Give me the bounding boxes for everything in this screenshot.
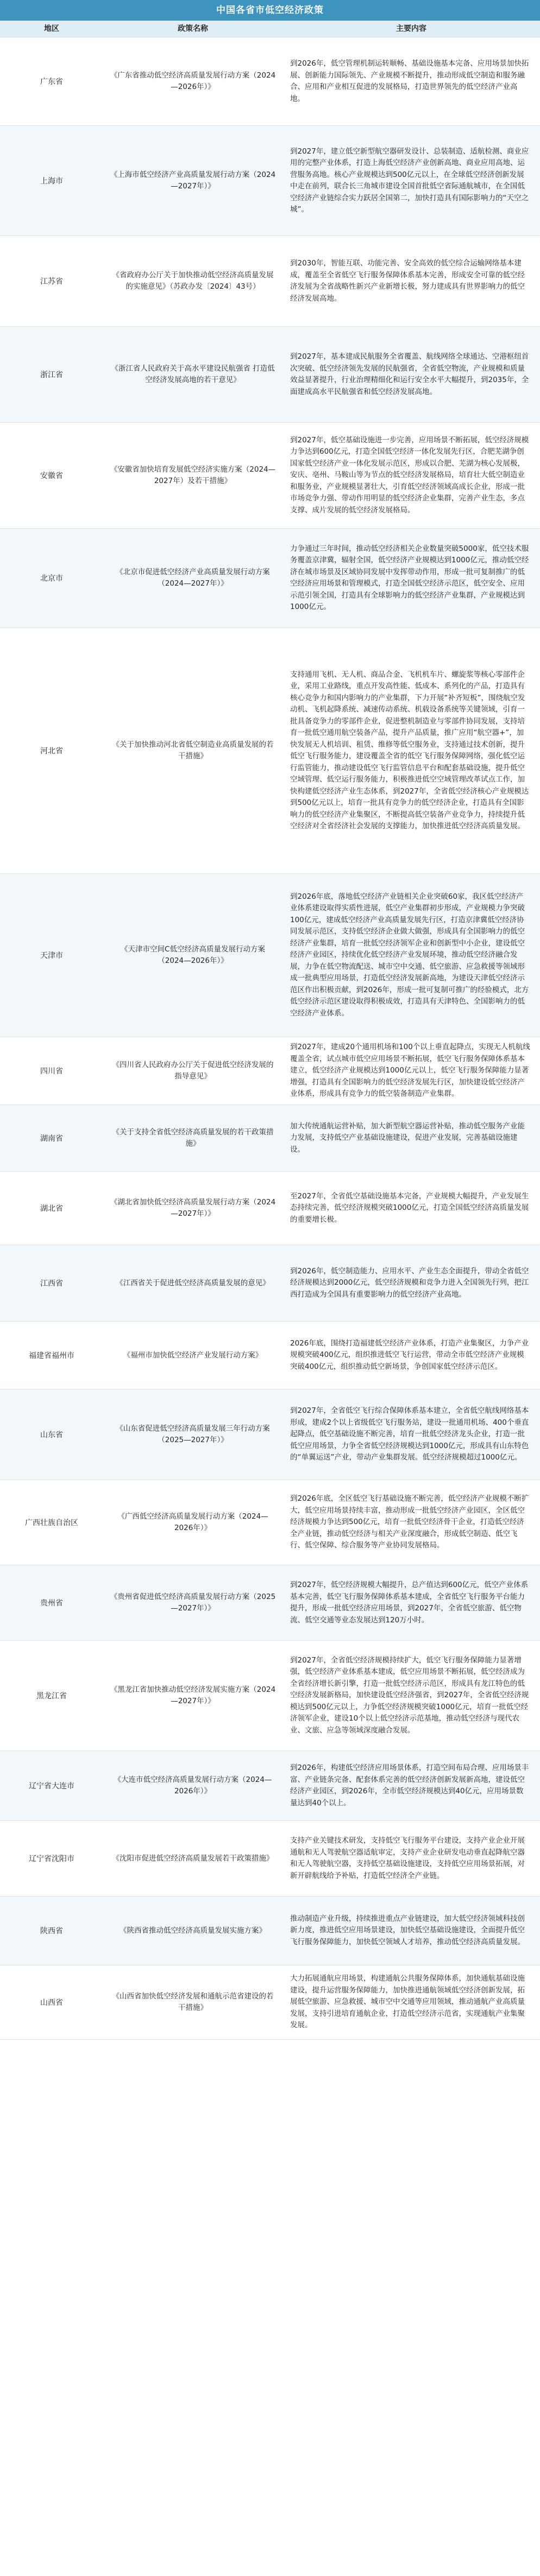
policy-cell — [103, 1751, 282, 1820]
region-cell-text: 广东省 — [40, 78, 63, 86]
table-row — [0, 423, 540, 529]
content-cell — [282, 1322, 540, 1389]
content-cell-text: 大力拓展通航应用场景，构建通航公共服务保障体系，加快通航基础设施建设，提升运营服务保障能力，加快推进通航领域低空经济创新发展，拓展低空旅游、应急救援、城市空中交通等应用领域，推动通航产业高质量发展，支持引进培育通航企业，打造低空经济示范省，实现通航产业集聚发展。 — [290, 1974, 525, 2030]
policy-cell — [103, 1565, 282, 1640]
policy-cell-text: 《关于支持全省低空经济高质量发展的若干政策措施》 — [112, 1128, 274, 1148]
content-cell — [282, 1641, 540, 1750]
region-cell — [0, 1565, 103, 1640]
region-cell-text: 北京市 — [40, 574, 63, 583]
content-cell — [282, 1565, 540, 1640]
policy-cell-text: 《山东省促进低空经济高质量发展三年行动方案（2025—2027年）》 — [116, 1424, 270, 1444]
content-cell — [282, 327, 540, 422]
content-cell — [282, 1172, 540, 1245]
policy-cell — [103, 1172, 282, 1245]
policy-cell — [103, 1245, 282, 1321]
policy-cell-text: 《广东省推动低空经济高质量发展行动方案（2024—2026年）》 — [110, 71, 276, 91]
table-row — [0, 1322, 540, 1389]
region-cell-text: 江苏省 — [40, 277, 63, 286]
content-cell — [282, 423, 540, 528]
region-cell — [0, 1821, 103, 1896]
region-cell — [0, 874, 103, 1037]
region-cell — [0, 529, 103, 627]
table-row — [0, 1896, 540, 1965]
policy-cell — [103, 1322, 282, 1389]
policy-cell-text: 《湖北省加快低空经济高质量发展行动方案（2024—2027年）》 — [110, 1198, 276, 1218]
content-cell-text: 到2027年，建立低空新型航空器研发设计、总装制造、适航检测、商业应用的完整产业体系，打造上海低空经济产业创新高地、商业应用高地、运营服务高地。核心产业规模达到500亿元以上，在全球低空经济创新发展中走在前列，联合长三角城市建设全国首批低空省际通航城市，在全国低空经济产业链综合实力跃居全国第二，加快打造具有国际影响力的“天空之城”。 — [290, 147, 529, 214]
policy-cell-text: 《省政府办公厅关于加快推动低空经济高质量发展的实施意见》（苏政办发〔2024〕43号） — [112, 271, 274, 291]
policy-cell — [103, 1965, 282, 2039]
table-row — [0, 1480, 540, 1565]
region-cell-text: 辽宁省沈阳市 — [29, 1855, 74, 1863]
region-cell-text: 山西省 — [40, 1998, 63, 2007]
policy-cell-text: 《四川省人民政府办公厅关于促进低空经济发展的指导意见》 — [112, 1061, 274, 1081]
table-row — [0, 628, 540, 874]
region-cell — [0, 1480, 103, 1565]
region-cell-text: 江西省 — [40, 1279, 63, 1288]
table-row — [0, 1821, 540, 1896]
region-cell-text: 陕西省 — [40, 1927, 63, 1936]
region-cell-text: 四川省 — [40, 1067, 63, 1076]
policy-cell — [103, 126, 282, 236]
header-region: 地区 — [44, 24, 59, 33]
region-cell — [0, 1965, 103, 2039]
region-cell-text: 天津市 — [40, 951, 63, 960]
content-cell-text: 支持产业关键技术研发，支持低空飞行服务平台建设，支持产业企业开展通航和无人驾驶航空器适航审定，支持产业企业研发电动垂直起降航空器和无人驾驶航空器，支持低空基础设施建设，支持低空应用场景拓展，对新开辟航线给予补贴，打造低空经济全产业链。 — [290, 1836, 525, 1880]
policy-cell — [103, 236, 282, 326]
table-row — [0, 1172, 540, 1245]
table-title: 中国各省市低空经济政策 — [0, 0, 540, 21]
policy-cell — [103, 37, 282, 125]
policy-cell — [103, 423, 282, 528]
content-cell — [282, 1245, 540, 1321]
policy-cell-text: 《沈阳市促进低空经济高质量发展若干政策措施》 — [112, 1854, 274, 1863]
table-row — [0, 236, 540, 327]
content-cell-text: 支持通用飞机、无人机、商品合金、飞机机车片、螺旋浆等核心零部件企业，采用工业路线，重点开发高性能、低成本、系列化的产品，打造具有核心竞争力和国内影响力的产业集群，下力开展“补齐短板”，围绕航空发动机、飞机起降系统、减速传动系统、机载设备系统等关键领域，引育一批具备竞争力的零部件企业，促进整机制造业与零部件协同发展，支持培育一批低空通用航空装备产品，提升产品质量，推广应用“航空器+”，加快发展无人机培训、租赁、维修等低空服务业，支持通过技术创新，提升低空飞行服务能力，建设覆盖全省的低空飞行服务保障网络，强化低空运行监管能力，推动建设低空飞行监管信息平台和配套基础设施，提升低空空域管理、低空运行服务能力，积极推进低空空域管理改革试点工作，加快构建低空经济产业生态体系，到2027年，全省低空经济核心产业规模达到500亿元以上，培育一批具有竞争力的低空经济企业，打造具有全国影响力的低空经济产业集聚区，不断提高低空装备产业竞争力，持续提升低空经济对全省经济社会发展的支撑能力，加快推进低空经济高质量发展。 — [290, 670, 529, 830]
policy-cell — [103, 1480, 282, 1565]
table-row — [0, 1037, 540, 1105]
content-cell — [282, 236, 540, 326]
policy-cell — [103, 1037, 282, 1105]
region-cell — [0, 1389, 103, 1480]
table-body — [0, 37, 540, 2040]
content-cell-text: 到2026年，低空制造能力、应用水平、产业生态全面提升，带动全省低空经济规模达到2000亿元，低空经济规模和竞争力进入全国领先行列，把江西打造成为全国具有重要影响力的低空经济产业高地。 — [290, 1266, 529, 1299]
content-cell-text: 到2026年底，落地低空经济产业链相关企业突破60家，我区低空经济产业体系建设取得实质性进展，低空产业集群初步形成，产业规模力争突破100亿元，建成低空经济产业高质量发展先行区，打造京津冀低空经济协同发展示范区，支持低空经济企业做大做强，形成具有全国影响力的低空经济产业集群，培育一批低空经济领军企业和创新型中小企业，建设低空经济产业园区，持续优化低空经济产业发展环境，推动低空经济融合发展，力争在低空物流配送、城市空中交通、低空旅游、应急救援等领域形成一批典型应用场景，打造低空经济发展新高地，为建设天津低空经济示范区作出积极贡献，到2026年，形成一批可复制可推广的经验模式，北方低空经济示范区建设取得积极成效，打造具有天津特色、全国影响力的低空经济产业体系。 — [290, 892, 529, 1018]
table-header — [0, 21, 540, 37]
region-cell-text: 山东省 — [40, 1431, 63, 1439]
table-row — [0, 1641, 540, 1751]
table-row — [0, 529, 540, 628]
content-cell — [282, 1896, 540, 1965]
policy-cell-text: 《贵州省促进低空经济高质量发展行动方案（2025—2027年）》 — [110, 1592, 276, 1613]
region-cell — [0, 126, 103, 236]
region-cell-text: 河北省 — [40, 747, 63, 756]
content-cell-text: 到2027年，全省低空飞行综合保障体系基本建立，全省低空航线网络基本形成，建成2个以上省级低空飞行服务站，建设一批通用机场、400个垂直起降点，低空基础设施不断完善，培育一批低空经济龙头企业，打造一批低空应用场景，力争全省低空经济规模达到1000亿元，形成具有山东特色的“单翼运送”产业，带动产业集群发展。低空经济规模超过1000亿元。 — [290, 1406, 529, 1462]
content-cell — [282, 874, 540, 1037]
policy-cell-text: 《山西省加快低空经济发展和通航示范省建设的若干措施》 — [112, 1992, 274, 2012]
policy-cell — [103, 529, 282, 627]
region-cell — [0, 1751, 103, 1820]
content-cell-text: 推动制造产业升级，持续推进重点产业链建设，加大低空经济领域科技创新力度，推进低空应用场景建设，加快低空基础设施建设，全面提升低空飞行服务保障能力，加快低空领域人才培养，推动低空经济高质量发展。 — [290, 1914, 525, 1946]
content-cell-text: 至2027年，全省低空基础设施基本完备，产业规模大幅提升，产业发展生态持续完善，低空经济规模突破1000亿元，打造全国低空经济高质量发展的重要增长极。 — [290, 1191, 529, 1224]
header-content: 主要内容 — [396, 24, 426, 33]
region-cell — [0, 423, 103, 528]
content-cell — [282, 37, 540, 125]
policy-cell-text: 《黑龙江省加快推动低空经济发展实施方案（2024—2027年）》 — [110, 1685, 276, 1705]
content-cell — [282, 628, 540, 873]
region-cell — [0, 236, 103, 326]
policy-cell — [103, 1896, 282, 1965]
policy-cell-text: 《天津市空间C低空经济高质量发展行动方案（2024—2026年）》 — [121, 945, 265, 965]
region-cell — [0, 1322, 103, 1389]
content-cell — [282, 1821, 540, 1896]
region-cell — [0, 1896, 103, 1965]
policy-cell — [103, 628, 282, 873]
table-row — [0, 126, 540, 236]
policy-cell-text: 《福州市加快低空经济产业发展行动方案》 — [123, 1350, 263, 1360]
policy-cell-text: 《陕西省推动低空经济高质量发展实施方案》 — [120, 1926, 266, 1935]
policy-cell-text: 《关于加快推动河北省低空制造业高质量发展的若干措施》 — [112, 740, 274, 760]
content-cell-text: 加大传统通航运营补贴，加大新型航空器运营补贴，推动低空服务产业能力发展，支持低空产业基础设施建设，促进产业发展，完善基础设施建设。 — [290, 1121, 525, 1154]
table-row — [0, 327, 540, 423]
table-row — [0, 1389, 540, 1480]
table-row — [0, 1105, 540, 1172]
content-cell — [282, 1751, 540, 1820]
policy-cell — [103, 1641, 282, 1750]
content-cell-text: 到2027年，建成20个通用机场和100个以上垂直起降点，实现无人机航线覆盖全省，试点城市低空应用场景不断拓展，低空飞行服务保障体系基本建立，低空经济产业规模达到1000亿元以上，低空飞行服务保障能力显著增强，打造具有全国影响力的低空经济发展先行区，加快建设低空经济产业体系，形成具有竞争力的低空装备制造产业集群。 — [290, 1043, 530, 1099]
region-cell — [0, 1105, 103, 1171]
content-cell — [282, 1037, 540, 1105]
content-cell — [282, 1389, 540, 1480]
policy-cell-text: 《浙江省人民政府关于高水平建设民航强省 打造低空经济发展高地的若干意见》 — [111, 364, 275, 384]
content-cell-text: 2026年底，围绕打造福建低空经济产业体系，打造产业集聚区，力争产业规模突破400亿元，组织推进低空飞行运营，带动全市低空经济产业规模突破400亿元，组织推动低空新场景，争创国家低空经济示范区。 — [290, 1338, 529, 1371]
region-cell — [0, 1037, 103, 1105]
region-cell-text: 黑龙江省 — [36, 1692, 67, 1701]
region-cell-text: 安徽省 — [40, 472, 63, 480]
table-row — [0, 1565, 540, 1641]
region-cell-text: 上海市 — [40, 177, 63, 186]
content-cell — [282, 1965, 540, 2039]
policy-cell — [103, 1389, 282, 1480]
content-cell-text: 到2026年底，全区低空飞行基础设施不断完善，低空经济产业规模不断扩大，低空应用场景持续丰富，推动形成一批低空经济产业园区，全区低空经济规模力争达到500亿元，培育一批低空经济骨干企业，打造低空经济全产业链，推动低空经济与相关产业深度融合，形成低空制造、低空飞行、低空保障、综合服务等产业协同发展格局。 — [290, 1494, 529, 1550]
table-row — [0, 1245, 540, 1322]
policy-cell — [103, 327, 282, 422]
region-cell-text: 广西壮族自治区 — [25, 1519, 78, 1527]
policy-cell-text: 《上海市低空经济产业高质量发展行动方案（2024—2027年）》 — [110, 170, 276, 191]
policy-cell-text: 《安徽省加快培育发展低空经济实施方案（2024—2027年）及若干措施》 — [110, 465, 276, 485]
content-cell — [282, 1480, 540, 1565]
region-cell — [0, 1172, 103, 1245]
policy-cell-text: 《北京市促进低空经济产业高质量发展行动方案（2024—2027年）》 — [116, 568, 270, 588]
content-cell-text: 到2026年，构建低空经济应用场景体系，打造空间布局合理、应用场景丰富、产业链条完备、配套体系完善的低空经济创新发展新高地，建设低空经济产业园区，到2026年，全市低空经济规模达到40亿元，应用场景数量达到40个以上。 — [290, 1763, 529, 1807]
region-cell-text: 浙江省 — [40, 371, 63, 379]
policy-cell-text: 《广西低空经济高质量发展行动方案（2024—2026年）》 — [117, 1512, 268, 1532]
region-cell-text: 湖北省 — [40, 1204, 63, 1213]
content-cell-text: 到2027年，基本建成民航服务全省覆盖、航线网络全球通达、空港枢纽首次突破、低空经济领先发展的民航强省，全省低空物流，产业规模和质量效益显著提升，行业治理精细化和运行安全水平大幅提升，到2035年，全面建成高水平民航强省和低空经济发展高地。 — [290, 352, 529, 396]
content-cell-text: 到2027年，低空经济规模大幅提升，总产值达到600亿元，低空产业体系基本完善，低空飞行服务保障体系基本建成，全省低空飞行服务平台能力提升，形成一批低空经济应用场景，到2027年，全省低空旅游、低空物流、低空交通等业态发展达到120万小时。 — [290, 1581, 529, 1625]
policy-cell — [103, 1105, 282, 1171]
policy-cell-text: 《大连市低空经济高质量发展行动方案（2024—2026年）》 — [114, 1775, 272, 1795]
region-cell-text: 福建省福州市 — [29, 1352, 74, 1360]
policy-cell — [103, 1821, 282, 1896]
content-cell — [282, 1105, 540, 1171]
content-cell-text: 力争通过三年时间，推动低空经济相关企业数量突破5000家，低空技术服务覆盖京津冀，辐射全国，低空经济产业规模达到1000亿元，推动低空经济在城市场景及区域协同发展中发挥带动作用，形成一批可复制推广的低空经济应用场景和管理模式，打造全国低空经济示范区，低空安全、应用示范引领全国，打造具有全球影响力的低空经济产业集群，产业规模达到1000亿元。 — [290, 544, 529, 611]
region-cell — [0, 37, 103, 125]
content-cell-text: 到2030年，智能互联、功能完善、安全高效的低空综合运输网络基本建成，覆盖至全省低空飞行服务保障体系基本完善，形成安全可靠的低空经济发展为全省战略性新兴产业新增长极，努力建成具有世界影响力的低空经济发展高地。 — [290, 259, 525, 303]
table-row — [0, 37, 540, 126]
content-cell-text: 到2027年，全省低空经济规模持续扩大，低空飞行服务保障能力显著增强，低空经济产业体系基本建成，低空应用场景不断拓展，低空经济成为全省经济增长新引擎，打造一批低空经济示范区，形成具有龙江特色的低空经济发展新格局，加快建设低空经济强省，到2027年，全省低空经济规模达到500亿元以上，力争低空经济规模突破1000亿元，培育一批低空经济领军企业，建设10个以上低空经济示范基地，推动低空经济与现代农业、文旅、应急等领域深度融合发展。 — [290, 1655, 529, 1735]
policy-cell — [103, 874, 282, 1037]
header-policy: 政策名称 — [178, 24, 208, 33]
region-cell — [0, 327, 103, 422]
policy-cell-text: 《江西省关于促进低空经济高质量发展的意见》 — [116, 1278, 270, 1287]
region-cell — [0, 628, 103, 873]
region-cell-text: 辽宁省大连市 — [29, 1782, 74, 1791]
content-cell — [282, 126, 540, 236]
region-cell-text: 贵州省 — [40, 1599, 63, 1608]
content-cell-text: 到2027年，低空基础设施进一步完善，应用场景不断拓展，低空经济规模力争达到600亿元，打造全国低空经济一体化发展先行区，合肥芜湖争创国家低空经济产业一体化发展示范区，形成以合肥、芜湖为核心发展极，安庆、亳州、马鞍山等为节点的低空经济发展格局，培育壮大低空制造业和服务业，产业规模显著壮大，引育低空经济领域高成长企业，形成一批市场竞争力强、带动作用明显的低空经济企业集群，完善产业生态，多点支撑、成片发展的低空经济发展格局。 — [290, 435, 529, 515]
content-cell — [282, 529, 540, 627]
region-cell-text: 湖南省 — [40, 1134, 63, 1143]
table-row — [0, 874, 540, 1037]
region-cell — [0, 1245, 103, 1321]
region-cell — [0, 1641, 103, 1750]
content-cell-text: 到2026年，低空管理机制运转顺畅、基础设施基本完备、应用场景加快拓展、创新能力国际领先、产业规模不断提升，推动形成低空制造和服务融合、应用和产业相互促进的发展格局，打造世界领先的低空经济产业高地。 — [290, 59, 529, 103]
table-row — [0, 1965, 540, 2040]
table-row — [0, 1751, 540, 1821]
